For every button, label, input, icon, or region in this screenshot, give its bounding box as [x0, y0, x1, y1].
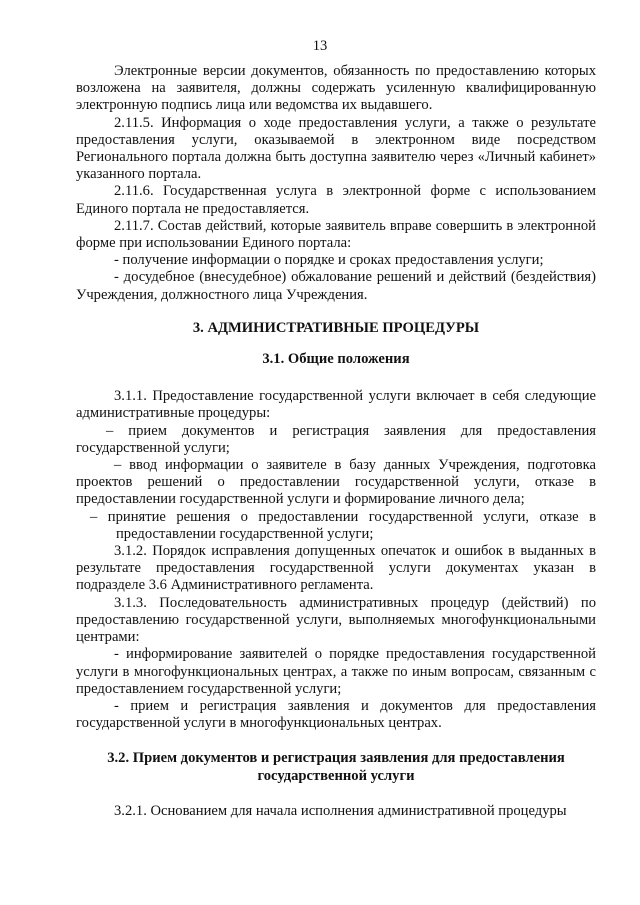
paragraph: 3.1.1. Предоставление государственной услуги включает в себя следующие административные процедуры:	[76, 388, 596, 422]
paragraph: 2.11.7. Состав действий, которые заявитель вправе совершить в электронной форме при использовании Единого портала:	[76, 217, 596, 252]
list-item: - информирование заявителей о порядке предоставления государственной услуги в многофункциональных центрах, а также по иным вопросам, связанным с предоставлением государственной услуги;	[76, 646, 596, 697]
paragraph: 2.11.5. Информация о ходе предоставления услуги, а также о результате предоставления услуги, оказываемой в электронном виде посредством Регионального портала должна быть доступна заявителю через «Личный кабинет» указанного портала.	[76, 114, 596, 183]
paragraph: 3.1.2. Порядок исправления допущенных опечаток и ошибок в выданных в результате предоставления государственной услуги документах указан в подразделе 3.6 Административного регламента.	[76, 543, 596, 594]
page-number: 13	[312, 38, 328, 54]
page-content	[76, 63, 596, 820]
list-item: - досудебное (внесудебное) обжалование решений и действий (бездействия) Учреждения, должностного лица Учреждения.	[76, 269, 596, 303]
list-item: – прием документов и регистрация заявления для предоставления государственной услуги;	[76, 422, 596, 456]
subsection-heading: 3.1. Общие положения	[262, 351, 410, 368]
paragraph: Электронные версии документов, обязанность по предоставлению которых возложена на заявителя, должны содержать усиленную квалифицированную электронную подпись лица или ведомства их выдавшего.	[76, 63, 596, 114]
list-item: – ввод информации о заявителе в базу данных Учреждения, подготовка проектов решений о предоставлении государственной услуги, отказе в предоставлении государственной услуги и формирование личного дела;	[76, 457, 596, 508]
list-item: – принятие решения о предоставлении государственной услуги, отказе в предоставлении государственной услуги;	[90, 508, 596, 542]
paragraph: 3.2.1. Основанием для начала исполнения административной процедуры	[114, 802, 567, 819]
paragraph: 2.11.6. Государственная услуга в электронной форме с использованием Единого портала не предоставляется.	[76, 183, 596, 217]
paragraph: 3.1.3. Последовательность административных процедур (действий) по предоставлению государственной услуги, выполняемых многофункциональными центрами:	[76, 594, 596, 646]
subsection-heading: 3.2. Прием документов и регистрация заявления для предоставления государственной услуги	[107, 750, 565, 784]
list-item: - прием и регистрация заявления и документов для предоставления государственной услуги в многофункциональных центрах.	[76, 697, 596, 732]
list-item: - получение информации о порядке и сроках предоставления услуги;	[114, 252, 544, 269]
section-heading: 3. АДМИНИСТРАТИВНЫЕ ПРОЦЕДУРЫ	[192, 319, 480, 336]
